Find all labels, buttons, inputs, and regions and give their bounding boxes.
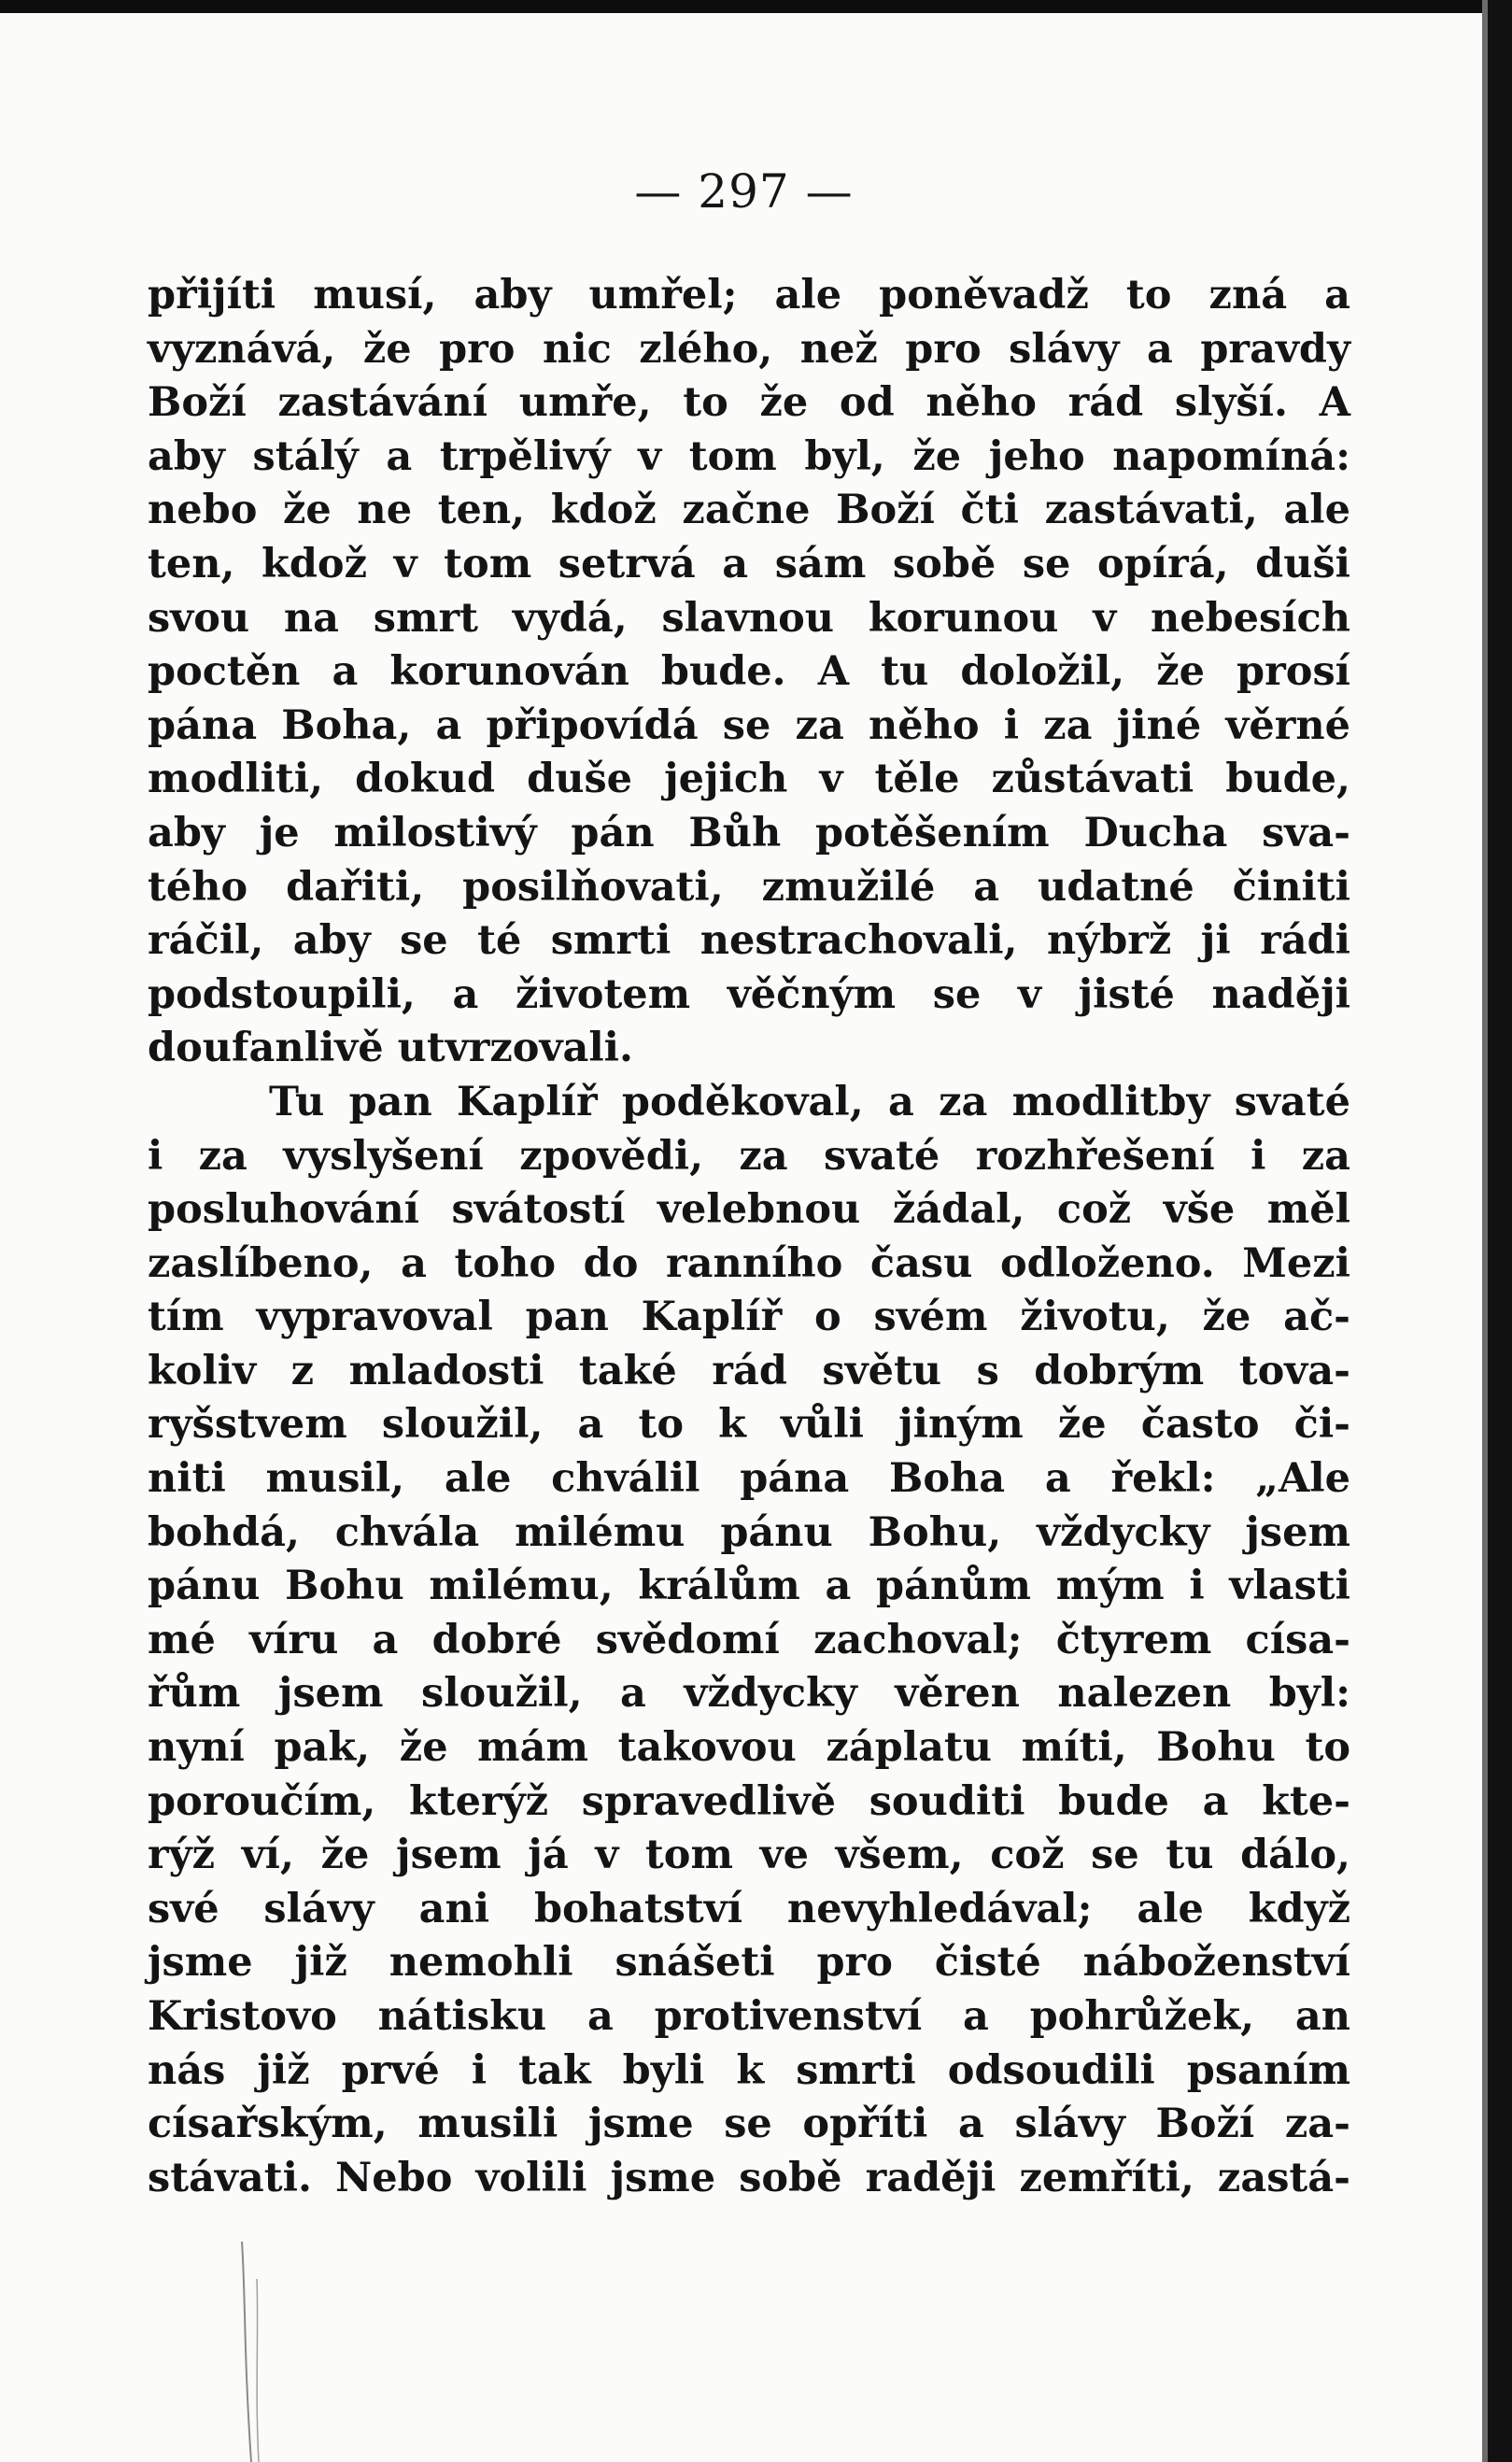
text-line: tím vypravoval pan Kaplíř o svém životu, že ač- — [148, 1294, 1350, 1341]
scan-top-border — [0, 0, 1512, 13]
body-text — [148, 269, 1350, 2205]
text-line-paragraph-end: doufanlivě utvrzovali. — [148, 1025, 633, 1072]
text-line: vyznává, že pro nic zlého, než pro slávy a pravdy — [148, 325, 1350, 373]
text-line: stávati. Nebo volili jsme sobě raději zemříti, zastá- — [148, 2154, 1350, 2201]
text-line: bohdá, chvála milému pánu Bohu, vždycky jsem — [148, 1508, 1350, 1556]
page-number: — 297 — — [634, 164, 854, 219]
text-line: zaslíbeno, a toho do ranního času odloženo. Mezi — [148, 1239, 1350, 1287]
text-line: ráčil, aby se té smrti nestrachovali, nýbrž ji rádi — [148, 917, 1350, 965]
text-line: niti musil, ale chválil pána Boha a řekl: „Ale — [148, 1455, 1350, 1503]
text-line: císařským, musili jsme se opříti a slávy Boží za- — [148, 2101, 1350, 2148]
text-line: Kristovo nátisku a protivenství a pohrůžek, an — [148, 1993, 1350, 2040]
text-line: modliti, dokud duše jejich v těle zůstávati bude, — [148, 756, 1350, 803]
text-line: mé víru a dobré svědomí zachoval; čtyrem císa- — [148, 1616, 1350, 1663]
text-line: rýž ví, že jsem já v tom ve všem, což se tu dálo, — [148, 1832, 1350, 1879]
text-line: koliv z mladosti také rád světu s dobrým tova- — [148, 1347, 1350, 1394]
text-line: své slávy ani bohatství nevyhledával; ale když — [148, 1885, 1350, 1932]
margin-pencil-mark — [238, 2242, 266, 2462]
text-line: přijíti musí, aby umřel; ale poněvadž to zná a — [148, 272, 1350, 318]
text-line: ryšstvem sloužil, a to k vůli jiným že často či- — [148, 1401, 1350, 1449]
text-line: pána Boha, a připovídá se za něho i za jiné věrné — [148, 701, 1350, 749]
text-line: i za vyslyšení zpovědi, za svaté rozhřešení i za — [148, 1132, 1350, 1180]
text-line: nyní pak, že mám takovou záplatu míti, Bohu to — [148, 1724, 1350, 1772]
text-line: jsme již nemohli snášeti pro čisté náboženství — [148, 1939, 1350, 1987]
text-line: Boží zastávání umře, to že od něho rád slyší. A — [148, 379, 1350, 427]
scan-right-border — [1488, 0, 1512, 2462]
text-line: tého dařiti, posilňovati, zmužilé a udatné činiti — [148, 863, 1350, 911]
text-line: posluhování svátostí velebnou žádal, což vše měl — [148, 1186, 1350, 1234]
text-line: aby stálý a trpělivý v tom byl, že jeho napomíná: — [148, 432, 1350, 480]
text-line: poctěn a korunován bude. A tu doložil, že prosí — [148, 648, 1350, 696]
text-line: pánu Bohu milému, králům a pánům mým i vlasti — [148, 1563, 1350, 1610]
text-line: svou na smrt vydá, slavnou korunou v nebesích — [148, 594, 1350, 642]
text-line-paragraph-start: Tu pan Kaplíř poděkoval, a za modlitby svaté — [269, 1078, 1350, 1125]
text-line: poroučím, kterýž spravedlivě souditi bude a kte- — [148, 1777, 1350, 1825]
text-line: nás již prvé i tak byli k smrti odsoudili psaním — [148, 2046, 1350, 2094]
text-line: aby je milostivý pán Bůh potěšením Ducha sva- — [148, 809, 1350, 856]
text-line: nebo že ne ten, kdož začne Boží čti zastávati, ale — [148, 487, 1350, 534]
text-line: podstoupili, a životem věčným se v jisté naději — [148, 970, 1350, 1018]
text-line: řům jsem sloužil, a vždycky věren nalezen byl: — [148, 1670, 1350, 1718]
text-line: ten, kdož v tom setrvá a sám sobě se opírá, duši — [148, 540, 1350, 587]
